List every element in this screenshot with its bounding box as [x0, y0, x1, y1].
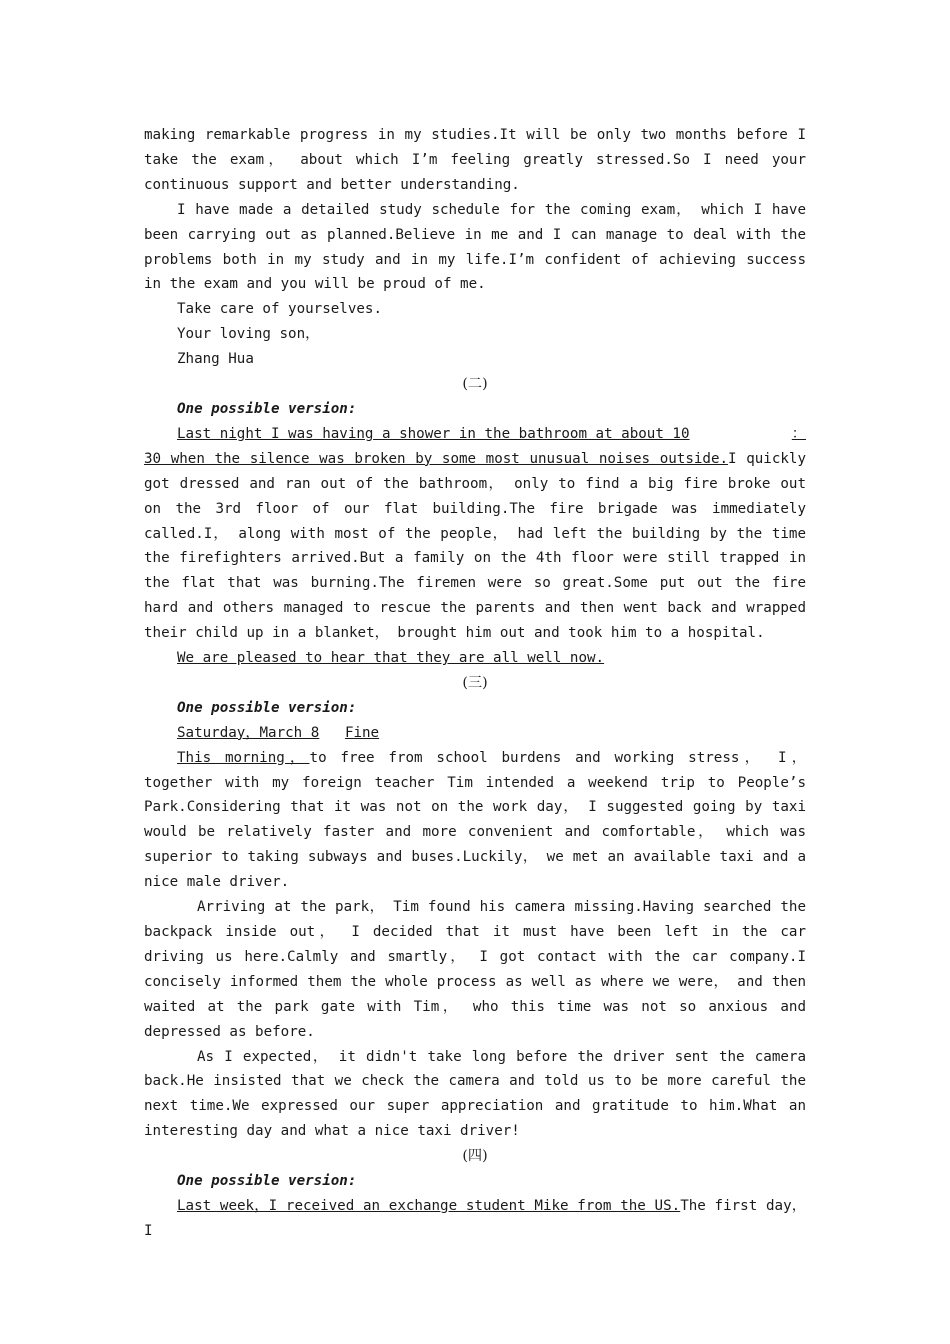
paragraph: I have made a detailed study schedule for the coming exam， which I have been carrying out as planned.Believe in me and I can manage to deal with the problems both in my study and in my life.I’m confident of achieving success in the exam and you will be proud of me.	[144, 201, 806, 293]
paragraph-text: to free from school burdens and working stress， I， together with my foreign teacher Tim intended a weekend trip to People’s Park.Considering that it was not on the work day， I suggested going by taxi would be relatively faster and more convenient and comfortable， which was superior to taking subways and buses.Luckily， we met an available taxi and a nice male driver.	[144, 749, 806, 891]
underlined-text: This morning，	[177, 749, 310, 766]
paragraph: As I expected， it didn't take long before the driver sent the camera back.He insisted that we check the camera and told us to be more careful the next time.We expressed our super appreciation and gratitude to him.What an interesting day and what a nice taxi driver!	[144, 1048, 806, 1140]
version-label: One possible version:	[177, 1173, 357, 1190]
paragraph: Arriving at the park， Tim found his camera missing.Having searched the backpack inside out， I decided that it must have been left in the car driving us here.Calmly and smartly， I got contact with the car company.I concisely informed them the whole process as well as where we were， and then waited at the park gate with Tim， who this time was not so anxious and depressed as before.	[144, 899, 806, 1040]
paragraph-text: The first day， I	[144, 1197, 806, 1239]
line-text: Last night I was having a shower in the bathroom at about 10	[177, 425, 690, 442]
section-heading: (二)	[462, 376, 488, 393]
paragraph	[144, 1194, 806, 1244]
version-label: One possible version:	[177, 400, 357, 417]
paragraph	[144, 646, 806, 671]
paragraph-text: I quickly got dressed and ran out of the bathroom， only to find a big fire broke out on the 3rd floor of our flat building.The fire brigade was immediately called.I， along with most of the people， had left the building by the time the firefighters arrived.But a family on the 4th floor were still trapped in the flat that was burning.The firemen were so great.Some put out the fire hard and others managed to rescue the parents and then went back and wrapped their child up in a blanket， brought him out and took him to a hospital.	[144, 450, 806, 642]
diary-weather: Fine	[344, 724, 380, 741]
paragraph: making remarkable progress in my studies.It will be only two months before I take the exam， about which I’m feeling greatly stressed.So I need your continuous support and better understanding.	[144, 127, 806, 193]
underlined-line	[144, 422, 806, 447]
diary-date-line	[144, 721, 806, 746]
closing-line: Take care of yourselves.	[177, 301, 382, 318]
section-heading: (四)	[462, 1148, 488, 1165]
version-label: One possible version:	[177, 699, 357, 716]
diary-date: Saturday，March 8	[177, 724, 320, 741]
valediction: Your loving son，	[177, 326, 320, 343]
document-page	[144, 123, 806, 1244]
underlined-text: Last week，I received an exchange student Mike from the US.	[177, 1197, 681, 1214]
paragraph	[144, 746, 806, 895]
underlined-text: 30 when the silence was broken by some most unusual noises outside.	[144, 450, 729, 467]
paragraph	[144, 447, 806, 646]
section-heading: (三)	[462, 674, 488, 691]
underlined-text: We are pleased to hear that they are all well now.	[177, 650, 605, 667]
line-text: ：	[791, 425, 806, 442]
signature: Zhang Hua	[177, 351, 254, 368]
